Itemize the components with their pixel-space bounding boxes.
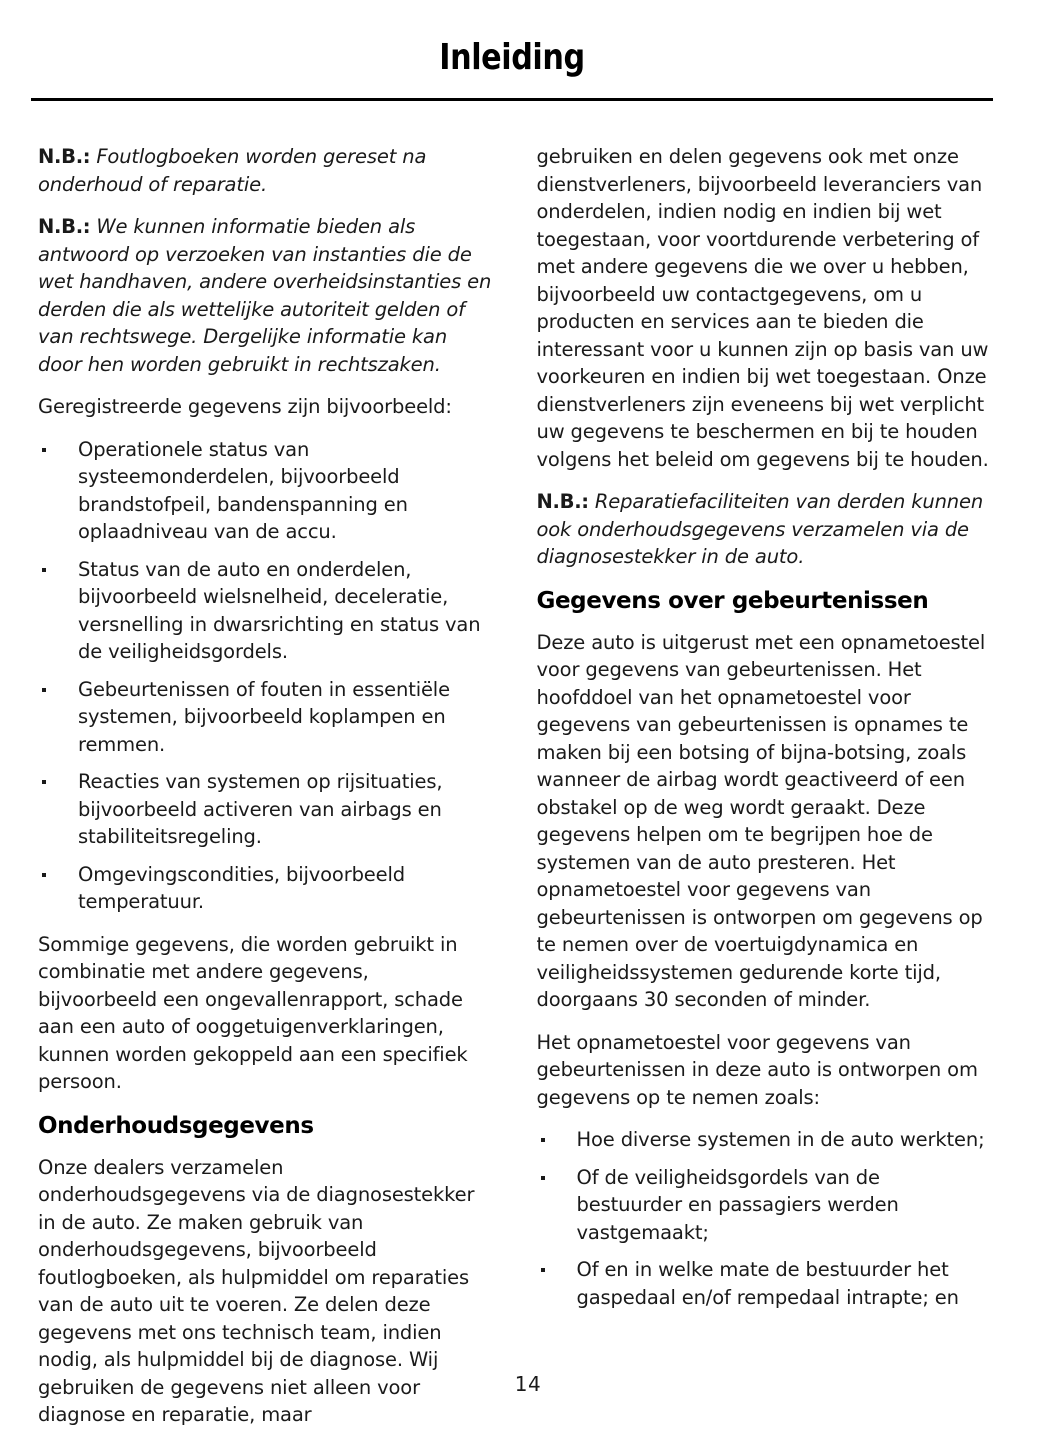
content-columns: [38, 143, 990, 1429]
bullet-icon: [42, 448, 46, 452]
note-label: N.B.:: [38, 145, 91, 168]
left-bullet-list: [38, 436, 492, 916]
list-item-text: Hoe diverse systemen in de auto werkten;: [576, 1128, 985, 1151]
list-item-text: Of de veiligheidsgordels van de bestuurder en passagiers werden vastgemaakt;: [576, 1165, 899, 1244]
section-paragraph: Onze dealers verzamelen onderhoudsgegevens via de diagnosestekker in de auto. Ze maken gebruik van onderhoudsgegevens, bijvoorbeeld foutlogboeken, als hulpmiddel om reparaties van de auto uit te voeren. Ze delen deze gegevens met ons technisch team, indien nodig, als hulpmiddel bij de diagnose. Wij gebruiken de gegevens niet alleen voor diagnose en reparatie, maar: [38, 1155, 475, 1426]
list-item-text: Gebeurtenissen of fouten in essentiële systemen, bijvoorbeeld koplampen en remmen.: [78, 677, 450, 756]
note-block: [537, 488, 991, 571]
list-item-text: Operationele status van systeemonderdelen, bijvoorbeeld brandstofpeil, bandenspanning en oplaadniveau van de accu.: [78, 437, 408, 543]
bullet-icon: [541, 1268, 545, 1272]
header-divider: [31, 98, 993, 101]
page-title: Inleiding: [439, 37, 585, 78]
section-paragraph-1: Deze auto is uitgerust met een opnametoestel voor gegevens van gebeurtenissen. Het hoofddoel van het opnametoestel voor gegevens van gebeurtenissen is opnames te maken bij een botsing of bijna-botsing, zoals wanneer de airbag wordt geactiveerd of een obstakel op de weg wordt geraakt. Deze gegevens helpen om te begrijpen hoe de systemen van de auto presteren. Het opnametoestel voor gegevens van gebeurtenissen is ontworpen om gegevens op te nemen over de voertuigdynamica en veiligheidssystemen gedurende korte tijd, doorgaans 30 seconden of minder.: [536, 630, 986, 1011]
list-item: [38, 436, 492, 546]
list-item: [537, 1164, 991, 1247]
left-column: [38, 143, 492, 1429]
section-paragraph-2: Het opnametoestel voor gegevens van gebeurtenissen in deze auto is ontworpen om gegevens op te nemen zoals:: [536, 1030, 978, 1109]
intro-paragraph: Geregistreerde gegevens zijn bijvoorbeeld:: [38, 395, 452, 418]
list-item-text: Status van de auto en onderdelen, bijvoorbeeld wielsnelheid, deceleratie, versnelling in dwarsrichting en status van de veiligheidsgordels.: [78, 557, 481, 663]
right-bullet-list: [537, 1126, 991, 1311]
note-text: We kunnen informatie bieden als antwoord op verzoeken van instanties die de wet handhaven, andere overheidsinstanties en derden die als wettelijke autoriteit gelden of van rechtswege. Dergelijke informatie kan door hen worden gebruikt in rechtszaken.: [38, 215, 492, 376]
list-item: [38, 556, 492, 666]
note-text: Foutlogboeken worden gereset na onderhoud of reparatie.: [38, 145, 427, 196]
list-item: [537, 1126, 991, 1154]
section-heading-onderhoudsgegevens: Onderhoudsgegevens: [38, 1112, 314, 1139]
list-item: [537, 1256, 991, 1311]
note-block: [38, 213, 492, 378]
bullet-icon: [42, 780, 46, 784]
paragraph-after-bullets: Sommige gegevens, die worden gebruikt in combinatie met andere gegevens, bijvoorbeeld een ongevallenrapport, schade aan een auto of ooggetuigenverklaringen, kunnen worden gekoppeld aan een specifiek persoon.: [38, 932, 468, 1093]
page-header: [31, 36, 993, 80]
continued-paragraph: gebruiken en delen gegevens ook met onze dienstverleners, bijvoorbeeld leveranciers van onderdelen, indien nodig en indien bij wet toegestaan, voor voortdurende verbetering of met andere gegevens die we over u hebben, bijvoorbeeld uw contactgegevens, om u producten en services aan te bieden die interessant voor u kunnen zijn op basis van uw voorkeuren en indien bij wet toegestaan. Onze dienstverleners zijn eveneens bij wet verplicht uw gegevens te beschermen en bij te houden volgens het beleid om gegevens bij te houden.: [536, 145, 989, 471]
list-item: [38, 768, 492, 851]
list-item: [38, 861, 492, 916]
list-item-text: Omgevingscondities, bijvoorbeeld temperatuur.: [78, 862, 405, 913]
bullet-icon: [42, 873, 46, 877]
page-number: 14: [514, 1372, 542, 1396]
right-column: [537, 143, 991, 1429]
note-block: [38, 143, 492, 198]
list-item-text: Reacties van systemen op rijsituaties, bijvoorbeeld activeren van airbags en stabiliteitsregeling.: [78, 770, 443, 848]
bullet-icon: [541, 1138, 545, 1142]
bullet-icon: [42, 568, 46, 572]
bullet-icon: [42, 688, 46, 692]
note-label: N.B.:: [536, 490, 589, 513]
list-item-text: Of en in welke mate de bestuurder het gaspedaal en/of rempedaal intrapte; en: [576, 1258, 959, 1309]
list-item: [38, 676, 492, 759]
note-text: Reparatiefaciliteiten van derden kunnen ook onderhoudsgegevens verzamelen via de diagnosestekker in de auto.: [536, 490, 984, 568]
section-heading-gegevens-over-gebeurtenissen: Gegevens over gebeurtenissen: [536, 587, 929, 614]
note-label: N.B.:: [38, 215, 91, 238]
bullet-icon: [541, 1176, 545, 1180]
